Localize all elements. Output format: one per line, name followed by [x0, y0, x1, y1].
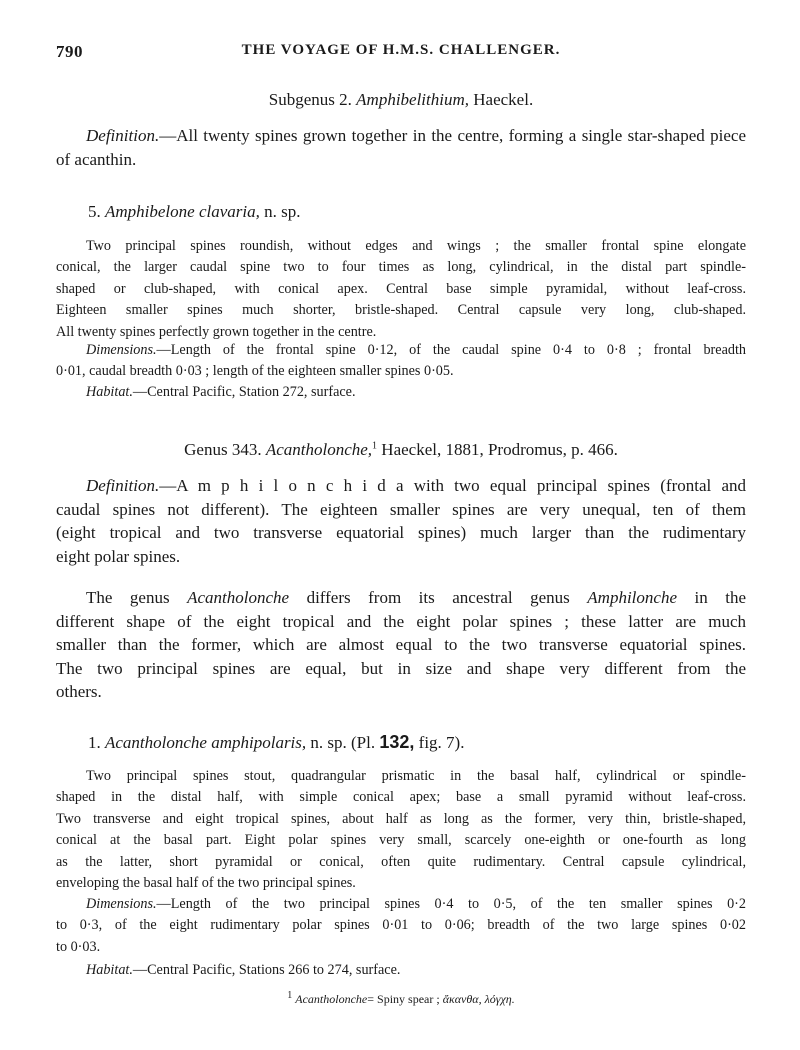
footnote: $^1$ Acantholonche= Spiny spear ; ἄκανθα, λόγχη.	[287, 990, 515, 1006]
species1-heading: 1. Acantholonche amphipolaris, n. sp. (Pl. 132, fig. 7).	[88, 732, 465, 752]
species1-dimensions: Dimensions.—Length of the two principal spines 0·4 to 0·5, of the ten smaller spines 0·2 to 0·3, of the eight rudimentary polar spines 0·01 to 0·06; breadth of the two large spines 0·02 to 0·03.	[56, 896, 746, 955]
species1-habitat: Habitat.—Central Pacific, Stations 266 to 274, surface.	[86, 962, 401, 978]
page-number: 790	[56, 42, 83, 61]
species5-dimensions: Dimensions.—Length of the frontal spine 0·12, of the caudal spine 0·4 to 0·8 ; frontal breadth 0·01, caudal breadth 0·03 ; length of the eighteen smaller spines 0·05.	[56, 342, 746, 380]
subgenus-definition: Definition.—All twenty spines grown together in the centre, forming a single star-shaped piece of acanthin.	[56, 126, 746, 169]
genus-heading: Genus 343. Acantholonche,$^1$ Haeckel, 1881, Prodromus, p. 466.	[184, 440, 618, 459]
genus-discussion: The genus Acantholonche differs from its ancestral genus Amphilonche in the different shape of the eight tropical and the eight polar spines ; these latter are much smaller than the former, which are almost equal to the two transverse equatorial spines. The two principal spines are equal, but in size and shape very different from the others.	[56, 588, 746, 702]
species5-description: Two principal spines roundish, without edges and wings ; the smaller frontal spine elongate conical, the larger caudal spine two to four times as long, cylindrical, in the distal part spindle- shaped or club-shaped, with conical apex. Central base simple pyramidal, without leaf-cross. Eighteen smaller spines much shorter, bristle-shaped. Central capsule very long, club-shaped. All twenty spines perfectly grown together in the centre.	[56, 238, 746, 340]
species1-description: Two principal spines stout, quadrangular prismatic in the basal half, cylindrical or spindle- shaped in the distal half, with simple conical apex; base a small pyramid without leaf-cross. Two transverse and eight tropical spines, about half as long as the former, very thin, bristle-shaped, conical at the basal part. Eight polar spines very small, scarcely one-eighth or one-fourth as long as the latter, short pyramidal or conical, often quite rudimentary. Central capsule cylindrical, enveloping the basal half of the two principal spines.	[56, 768, 746, 892]
genus-definition: Definition.—A m p h i l o n c h i d a with two equal principal spines (frontal and caudal spines not different). The eighteen smaller spines are very unequal, ten of them (eight tropical and two transverse equatorial spines) much larger than the rudimentary eight polar spines.	[56, 476, 746, 566]
species5-habitat: Habitat.—Central Pacific, Station 272, surface.	[86, 384, 356, 400]
subgenus-heading: Subgenus 2. Amphibelithium, Haeckel.	[268, 90, 534, 109]
running-title: THE VOYAGE OF H.M.S. CHALLENGER.	[241, 42, 561, 58]
species5-heading: 5. Amphibelone clavaria, n. sp.	[88, 202, 301, 221]
